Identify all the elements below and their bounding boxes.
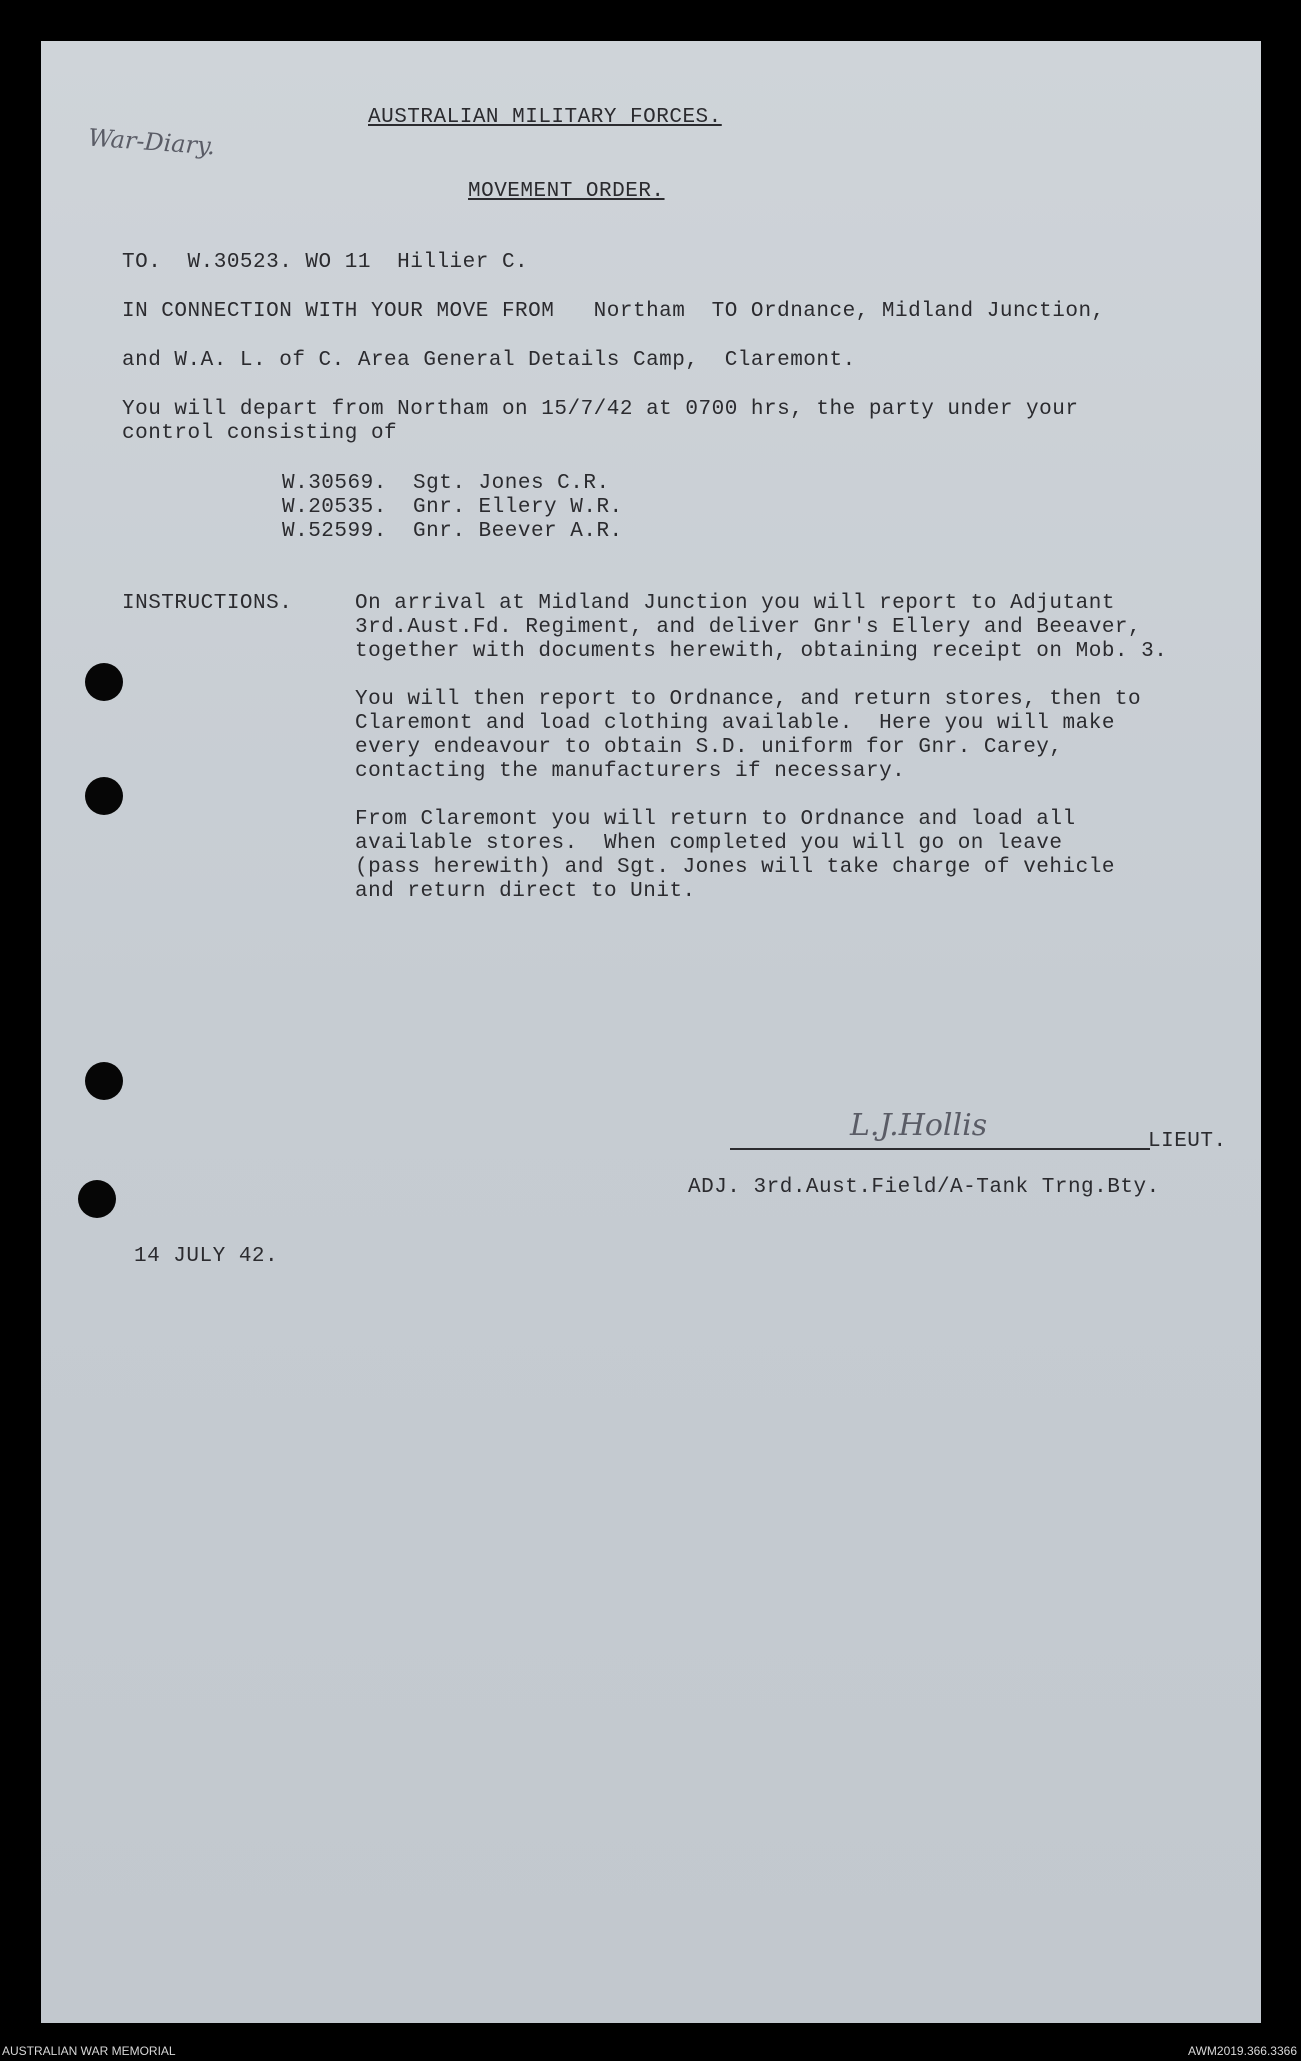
- document-date: 14 JULY 42.: [134, 1245, 279, 1268]
- war-diary-annotation: War-Diary.: [87, 123, 216, 161]
- instruction-paragraph: [355, 808, 1115, 904]
- party-member: W.52599. Gnr. Beever A.R.: [282, 520, 623, 543]
- party-list: [282, 472, 623, 544]
- instruction-line: contacting the manufacturers if necessary.: [355, 760, 906, 783]
- document-page: [41, 41, 1261, 2023]
- footer-left: AUSTRALIAN WAR MEMORIAL: [2, 2044, 176, 2058]
- instruction-line: and return direct to Unit.: [355, 880, 696, 903]
- instruction-line: every endeavour to obtain S.D. uniform for Gnr. Carey,: [355, 736, 1063, 759]
- org-heading: AUSTRALIAN MILITARY FORCES.: [368, 106, 722, 129]
- instruction-line: From Claremont you will return to Ordnance and load all: [355, 808, 1076, 831]
- instruction-line: 3rd.Aust.Fd. Regiment, and deliver Gnr's Ellery and Beeaver,: [355, 616, 1142, 639]
- signature: L.J.Hollis: [850, 1108, 988, 1143]
- area-line: and W.A. L. of C. Area General Details Camp, Claremont.: [122, 349, 856, 372]
- signature-rank: LIEUT.: [1148, 1130, 1227, 1153]
- party-member: W.20535. Gnr. Ellery W.R.: [282, 496, 623, 519]
- party-member: W.30569. Sgt. Jones C.R.: [282, 472, 610, 495]
- instruction-line: available stores. When completed you will go on leave: [355, 832, 1063, 855]
- instruction-line: On arrival at Midland Junction you will report to Adjutant: [355, 592, 1115, 615]
- punch-hole: [78, 1180, 116, 1218]
- instruction-line: (pass herewith) and Sgt. Jones will take charge of vehicle: [355, 856, 1115, 879]
- depart-paragraph: [122, 398, 1078, 446]
- depart-line: control consisting of: [122, 422, 398, 445]
- punch-hole: [85, 663, 123, 701]
- instruction-line: together with documents herewith, obtaining receipt on Mob. 3.: [355, 640, 1168, 663]
- to-line: TO. W.30523. WO 11 Hillier C.: [122, 251, 529, 274]
- punch-hole: [85, 777, 123, 815]
- connection-line: IN CONNECTION WITH YOUR MOVE FROM Northam TO Ordnance, Midland Junction,: [122, 300, 1105, 323]
- instruction-line: You will then report to Ordnance, and return stores, then to: [355, 688, 1142, 711]
- footer-right: AWM2019.366.3366: [1188, 2044, 1297, 2058]
- punch-hole: [85, 1062, 123, 1100]
- instruction-paragraph: [355, 688, 1141, 784]
- instruction-paragraph: [355, 592, 1167, 664]
- signature-appointment: ADJ. 3rd.Aust.Field/A-Tank Trng.Bty.: [688, 1176, 1160, 1199]
- instructions-label: INSTRUCTIONS.: [122, 592, 293, 615]
- instruction-line: Claremont and load clothing available. Here you will make: [355, 712, 1115, 735]
- signature-line: [730, 1148, 1150, 1150]
- depart-line: You will depart from Northam on 15/7/42 at 0700 hrs, the party under your: [122, 398, 1079, 421]
- order-title: MOVEMENT ORDER.: [468, 180, 665, 203]
